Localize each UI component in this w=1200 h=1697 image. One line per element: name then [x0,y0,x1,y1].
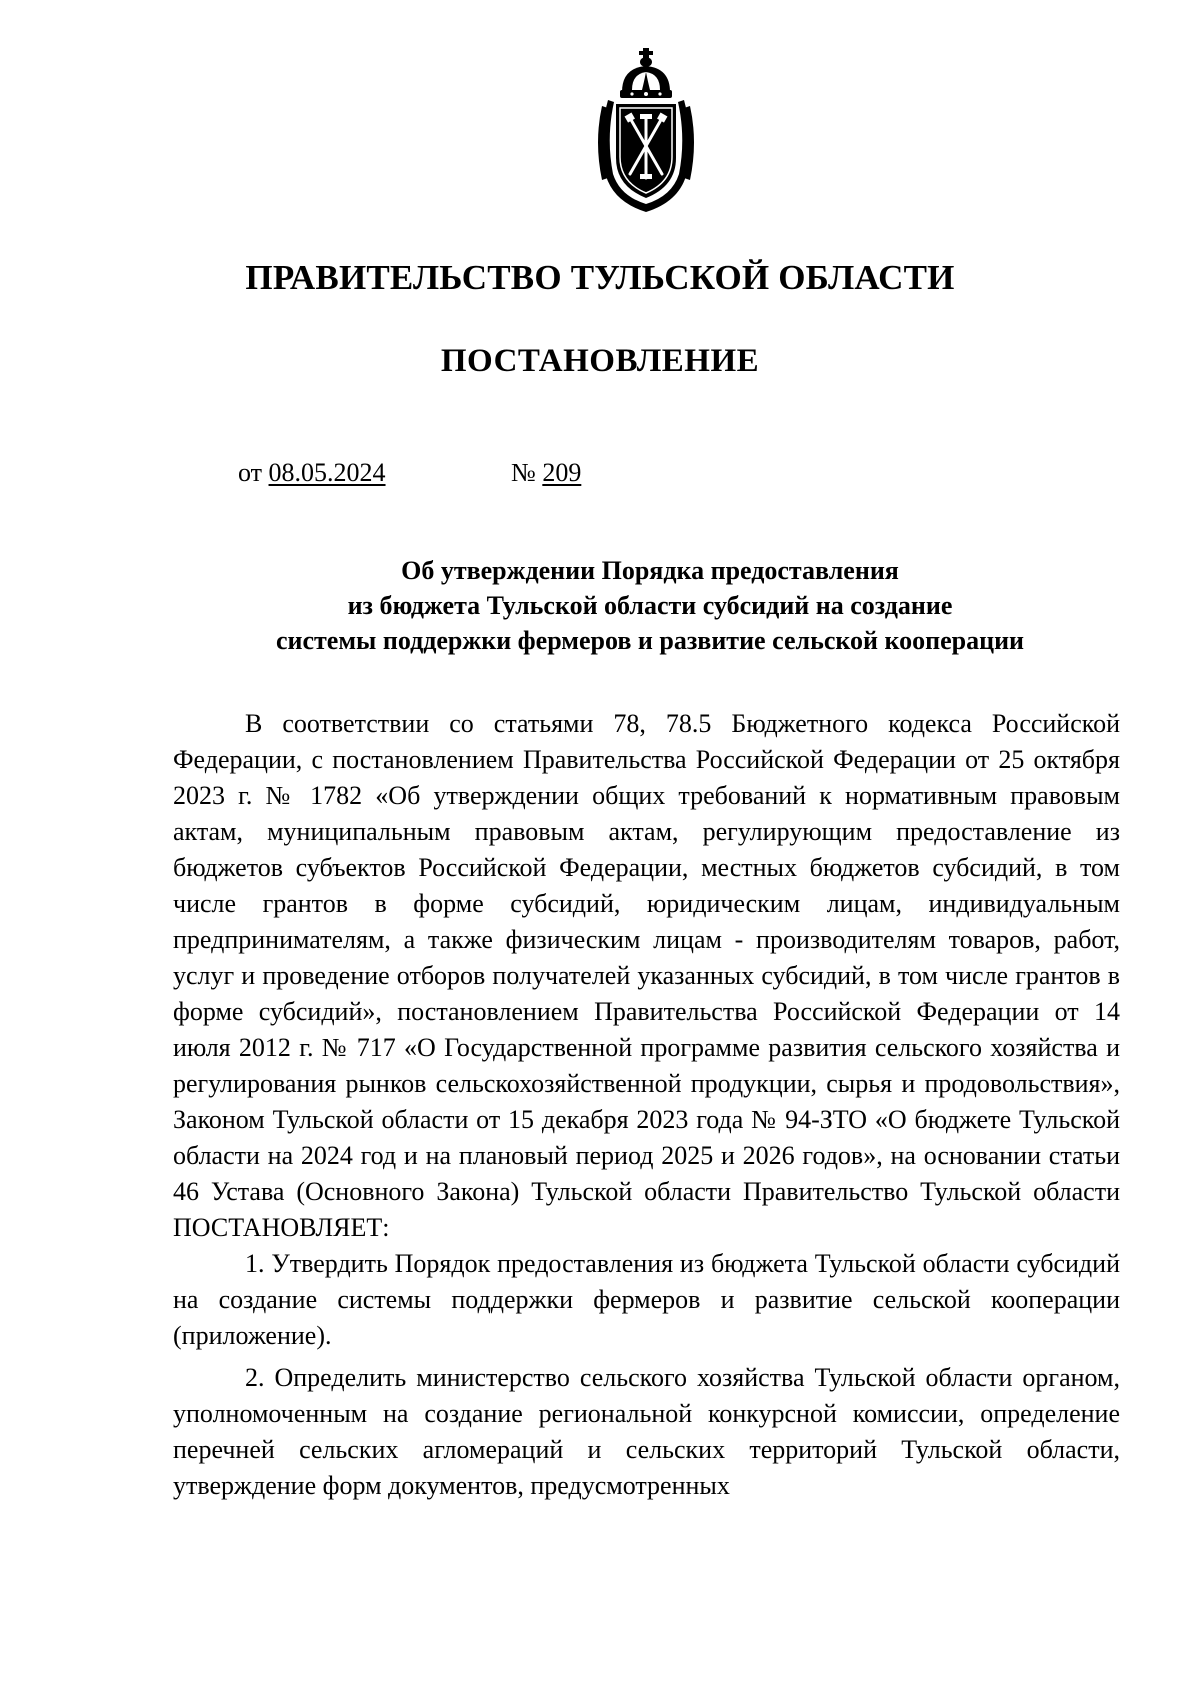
number-prefix: № [511,458,543,487]
document-number [511,458,581,488]
subject-line: Об утверждении Порядка предоставления [401,556,899,585]
coat-of-arms-icon [592,46,700,214]
document-date [238,458,386,488]
item-2-paragraph: 2. Определить министерство сельского хозяйства Тульской области органом, уполномоченным на создание региональной конкурсной комиссии, определение перечней сельских агломераций и сельских территорий Тульской области, утверждение форм документов, предусмотренных [173,1363,1120,1500]
date-prefix: от [238,458,269,487]
subject-line: системы поддержки фермеров и развитие сельской кооперации [275,626,1025,655]
subject-line: из бюджета Тульской области субсидий на создание [347,591,953,620]
document-body [173,706,1120,1504]
organization-title: ПРАВИТЕЛЬСТВО ТУЛЬСКОЙ ОБЛАСТИ [245,258,955,297]
preamble-paragraph: В соответствии со статьями 78, 78.5 Бюджетного кодекса Российской Федерации, с постановлением Правительства Российской Федерации от 25 октября 2023 г. № 1782 «Об утверждении общих требований к нормативным правовым актам, муниципальным правовым актам, регулирующим предоставление из бюджетов субъектов Российской Федерации, местных бюджетов субсидий, в том числе грантов в форме субсидий, юридическим лицам, индивидуальным предпринимателям, а также физическим лицам - производителям товаров, работ, услуг и проведение отборов получателей указанных субсидий, в том числе грантов в форме субсидий», постановлением Правительства Российской Федерации от 14 июля 2012 г. № 717 «О Государственной программе развития сельского хозяйства и регулирования рынков сельскохозяйственной продукции, сырья и продовольствия», Законом Тульской области от 15 декабря 2023 года № 94-ЗТО «О бюджете Тульской области на 2024 год и на плановый период 2025 и 2026 годов», на основании статьи 46 Устава (Основного Закона) Тульской области Правительство Тульской области ПОСТАНОВЛЯЕТ: [173,709,1120,1242]
date-value: 08.05.2024 [268,458,386,487]
number-value: 209 [542,458,582,487]
document-type: ПОСТАНОВЛЕНИЕ [440,343,760,379]
item-1-paragraph: 1. Утвердить Порядок предоставления из бюджета Тульской области субсидий на создание системы поддержки фермеров и развитие сельской кооперации (приложение). [173,1249,1120,1350]
document-subject [180,553,1120,658]
